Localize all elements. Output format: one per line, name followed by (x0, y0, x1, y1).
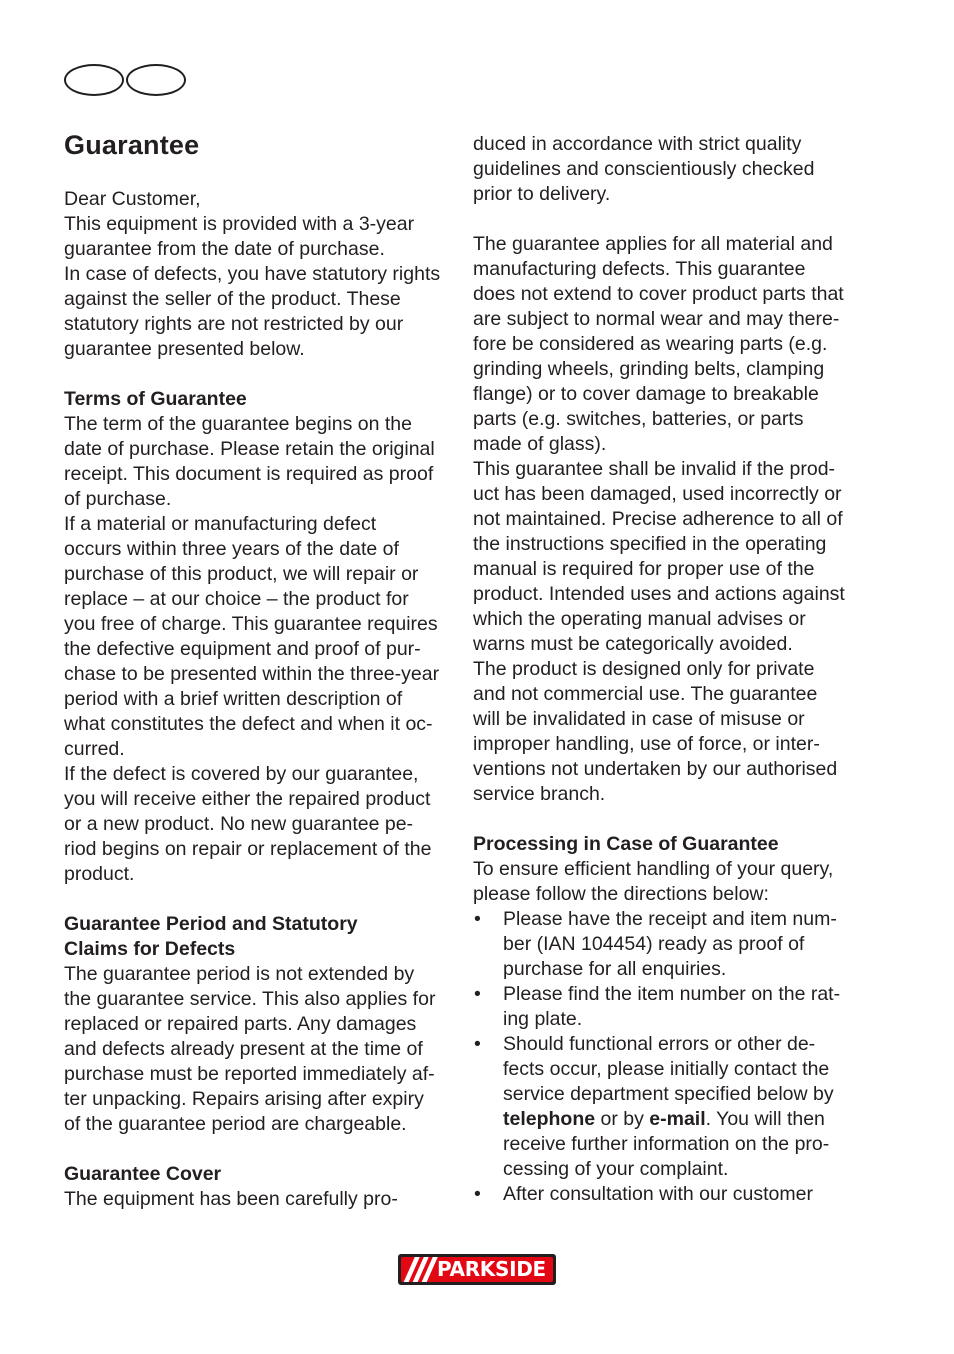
page-title: Guarantee (64, 130, 200, 160)
intro-text: Dear Customer, This equipment is provided with a 3-year guarantee from the date of purchase. In case of defects, you have statutory rights against the seller of the product. These statutory rights are not restricted by our guarantee presented below. (64, 188, 441, 360)
logo-wordmark: PARKSIDE (437, 1257, 546, 1281)
telephone-keyword: telephone (503, 1108, 596, 1130)
terms-text: The term of the guarantee begins on the date of purchase. Please retain the original receipt. This document is required as proof of purchase. If a material or manufacturing defect occurs within three years of the date of purchase of this product, we will repair or replace – at our choice – the product for you free of charge. This guarantee requires the defective equipment and proof of pur- chase to be presented within the three-year period with a brief written description of what constitutes the defect and when it oc- curred. If the defect is covered by our guarantee, you will receive either the repaired product or a new product. No new guarantee pe- riod begins on repair or replacement of the product. (64, 413, 440, 885)
language-badge-left (64, 64, 124, 96)
list-item-text: Please find the item number on the rat- ing plate. (503, 983, 841, 1030)
email-keyword: e-mail (649, 1108, 706, 1130)
cover-text: The equipment has been carefully pro- (64, 1188, 398, 1210)
list-item-text-part: or by (595, 1108, 650, 1130)
list-item (473, 1182, 865, 1207)
bullet-icon: • (474, 908, 481, 930)
language-badge-right (126, 64, 186, 96)
right-column (473, 132, 865, 1207)
list-item-text-part: Should functional errors or other de- fects occur, please initially contact the service department specified below by (503, 1033, 834, 1105)
language-badges (64, 64, 189, 98)
list-item (473, 1032, 865, 1182)
list-item-text-part: . You will then receive further information on the pro- cessing of your complaint. (503, 1108, 830, 1180)
processing-heading: Processing in Case of Guarantee (473, 833, 779, 855)
parkside-logo (398, 1254, 556, 1285)
left-column (64, 130, 454, 1212)
cover-heading: Guarantee Cover (64, 1163, 222, 1185)
processing-intro: To ensure efficient handling of your query, please follow the directions below: (473, 858, 834, 905)
period-text: The guarantee period is not extended by the guarantee service. This also applies for replaced or repaired parts. Any damages and defects already present at the time of purchase must be reported immediately af- ter unpacking. Repairs arising after expiry of the guarantee period are chargeable. (64, 963, 436, 1135)
processing-list (473, 907, 865, 1207)
list-item (473, 907, 865, 982)
list-item-text: Please have the receipt and item num- ber (IAN 104454) ready as proof of purchase for all enquiries. (503, 908, 837, 980)
cover-text-continued: duced in accordance with strict quality guidelines and conscientiously checked prior to delivery. (473, 133, 815, 205)
period-heading: Guarantee Period and Statutory Claims for Defects (64, 913, 358, 960)
list-item (473, 982, 865, 1032)
bullet-icon: • (474, 1183, 481, 1205)
bullet-icon: • (474, 1033, 481, 1055)
bullet-icon: • (474, 983, 481, 1005)
applies-text: The guarantee applies for all material and manufacturing defects. This guarantee does not extend to cover product parts that are subject to normal wear and may there- fore be considered as wearing parts (e.g. grinding wheels, grinding belts, clamping flange) or to cover damage to breakable parts (e.g. switches, batteries, or parts made of glass). This guarantee shall be invalid if the prod- uct has been damaged, used incorrectly or not maintained. Precise adherence to all of the instructions specified in the operating manual is required for proper use of the product. Intended uses and actions against which the operating manual advises or warns must be categorically avoided. The product is designed only for private and not commercial use. The guarantee will be invalidated in case of misuse or improper handling, use of force, or inter- ventions not undertaken by our authorised service branch. (473, 233, 845, 805)
logo-stripes-icon (405, 1257, 435, 1282)
list-item-text: After consultation with our customer (503, 1183, 813, 1205)
terms-heading: Terms of Guarantee (64, 388, 247, 410)
